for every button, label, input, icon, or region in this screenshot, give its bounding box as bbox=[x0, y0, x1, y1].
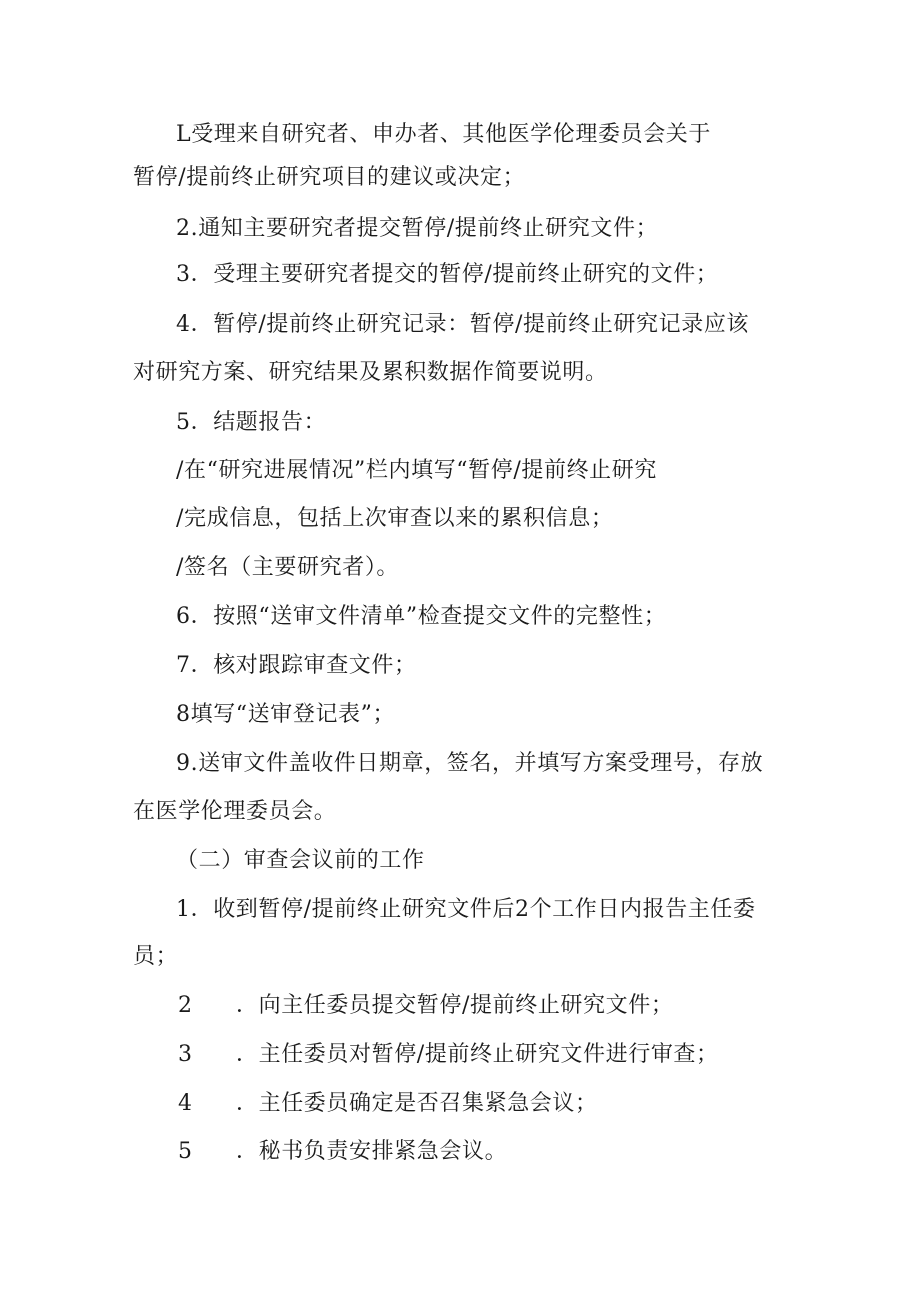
text-line: /完成信息，包括上次审查以来的累积信息； bbox=[176, 506, 614, 531]
list-item-text: ．主任委员确定是否召集紧急会议； bbox=[236, 1091, 598, 1116]
list-item-text: ．主任委员对暂停/提前终止研究文件进行审查； bbox=[236, 1042, 719, 1067]
text-line: 9.送审文件盖收件日期章，签名，并填写方案受理号，存放 bbox=[176, 751, 764, 776]
text-line: 3．受理主要研究者提交的暂停/提前终止研究的文件； bbox=[176, 262, 719, 287]
list-item bbox=[178, 1137, 507, 1167]
text-line: 6．按照“送审文件清单”检查提交文件的完整性； bbox=[176, 604, 667, 629]
text-line: L受理来自研究者、申办者、其他医学伦理委员会关于 bbox=[176, 122, 712, 147]
list-item-text: ．秘书负责安排紧急会议。 bbox=[236, 1139, 508, 1164]
text-line: 对研究方案、研究结果及累积数据作简要说明。 bbox=[133, 360, 608, 385]
section-heading: （二）审查会议前的工作 bbox=[176, 848, 425, 873]
list-item-number: 5 bbox=[178, 1139, 193, 1164]
text-line: 在医学伦理委员会。 bbox=[133, 799, 337, 824]
list-item-text: ．向主任委员提交暂停/提前终止研究文件； bbox=[236, 993, 674, 1018]
text-line: 7．核对跟踪审查文件； bbox=[176, 653, 417, 678]
text-line: 员； bbox=[133, 944, 179, 969]
text-line: 2.通知主要研究者提交暂停/提前终止研究文件； bbox=[176, 216, 659, 241]
list-item-number: 4 bbox=[178, 1091, 193, 1116]
text-line: 4．暂停/提前终止研究记录：暂停/提前终止研究记录应该 bbox=[176, 312, 750, 337]
list-item-number: 2 bbox=[178, 993, 193, 1018]
text-line: /在“研究进展情况”栏内填写“暂停/提前终止研究 bbox=[176, 458, 657, 483]
text-line: 暂停/提前终止研究项目的建议或决定； bbox=[133, 165, 526, 190]
section-heading: 5．结题报告： bbox=[176, 410, 327, 435]
list-item bbox=[178, 1089, 598, 1119]
list-item bbox=[178, 1040, 719, 1070]
list-item-number: 3 bbox=[178, 1042, 193, 1067]
text-line: 1．收到暂停/提前终止研究文件后2个工作日内报告主任委 bbox=[176, 897, 756, 922]
text-line: 8填写“送审登记表”； bbox=[176, 702, 396, 727]
text-line: /签名（主要研究者）。 bbox=[176, 555, 400, 580]
list-item bbox=[178, 991, 673, 1021]
